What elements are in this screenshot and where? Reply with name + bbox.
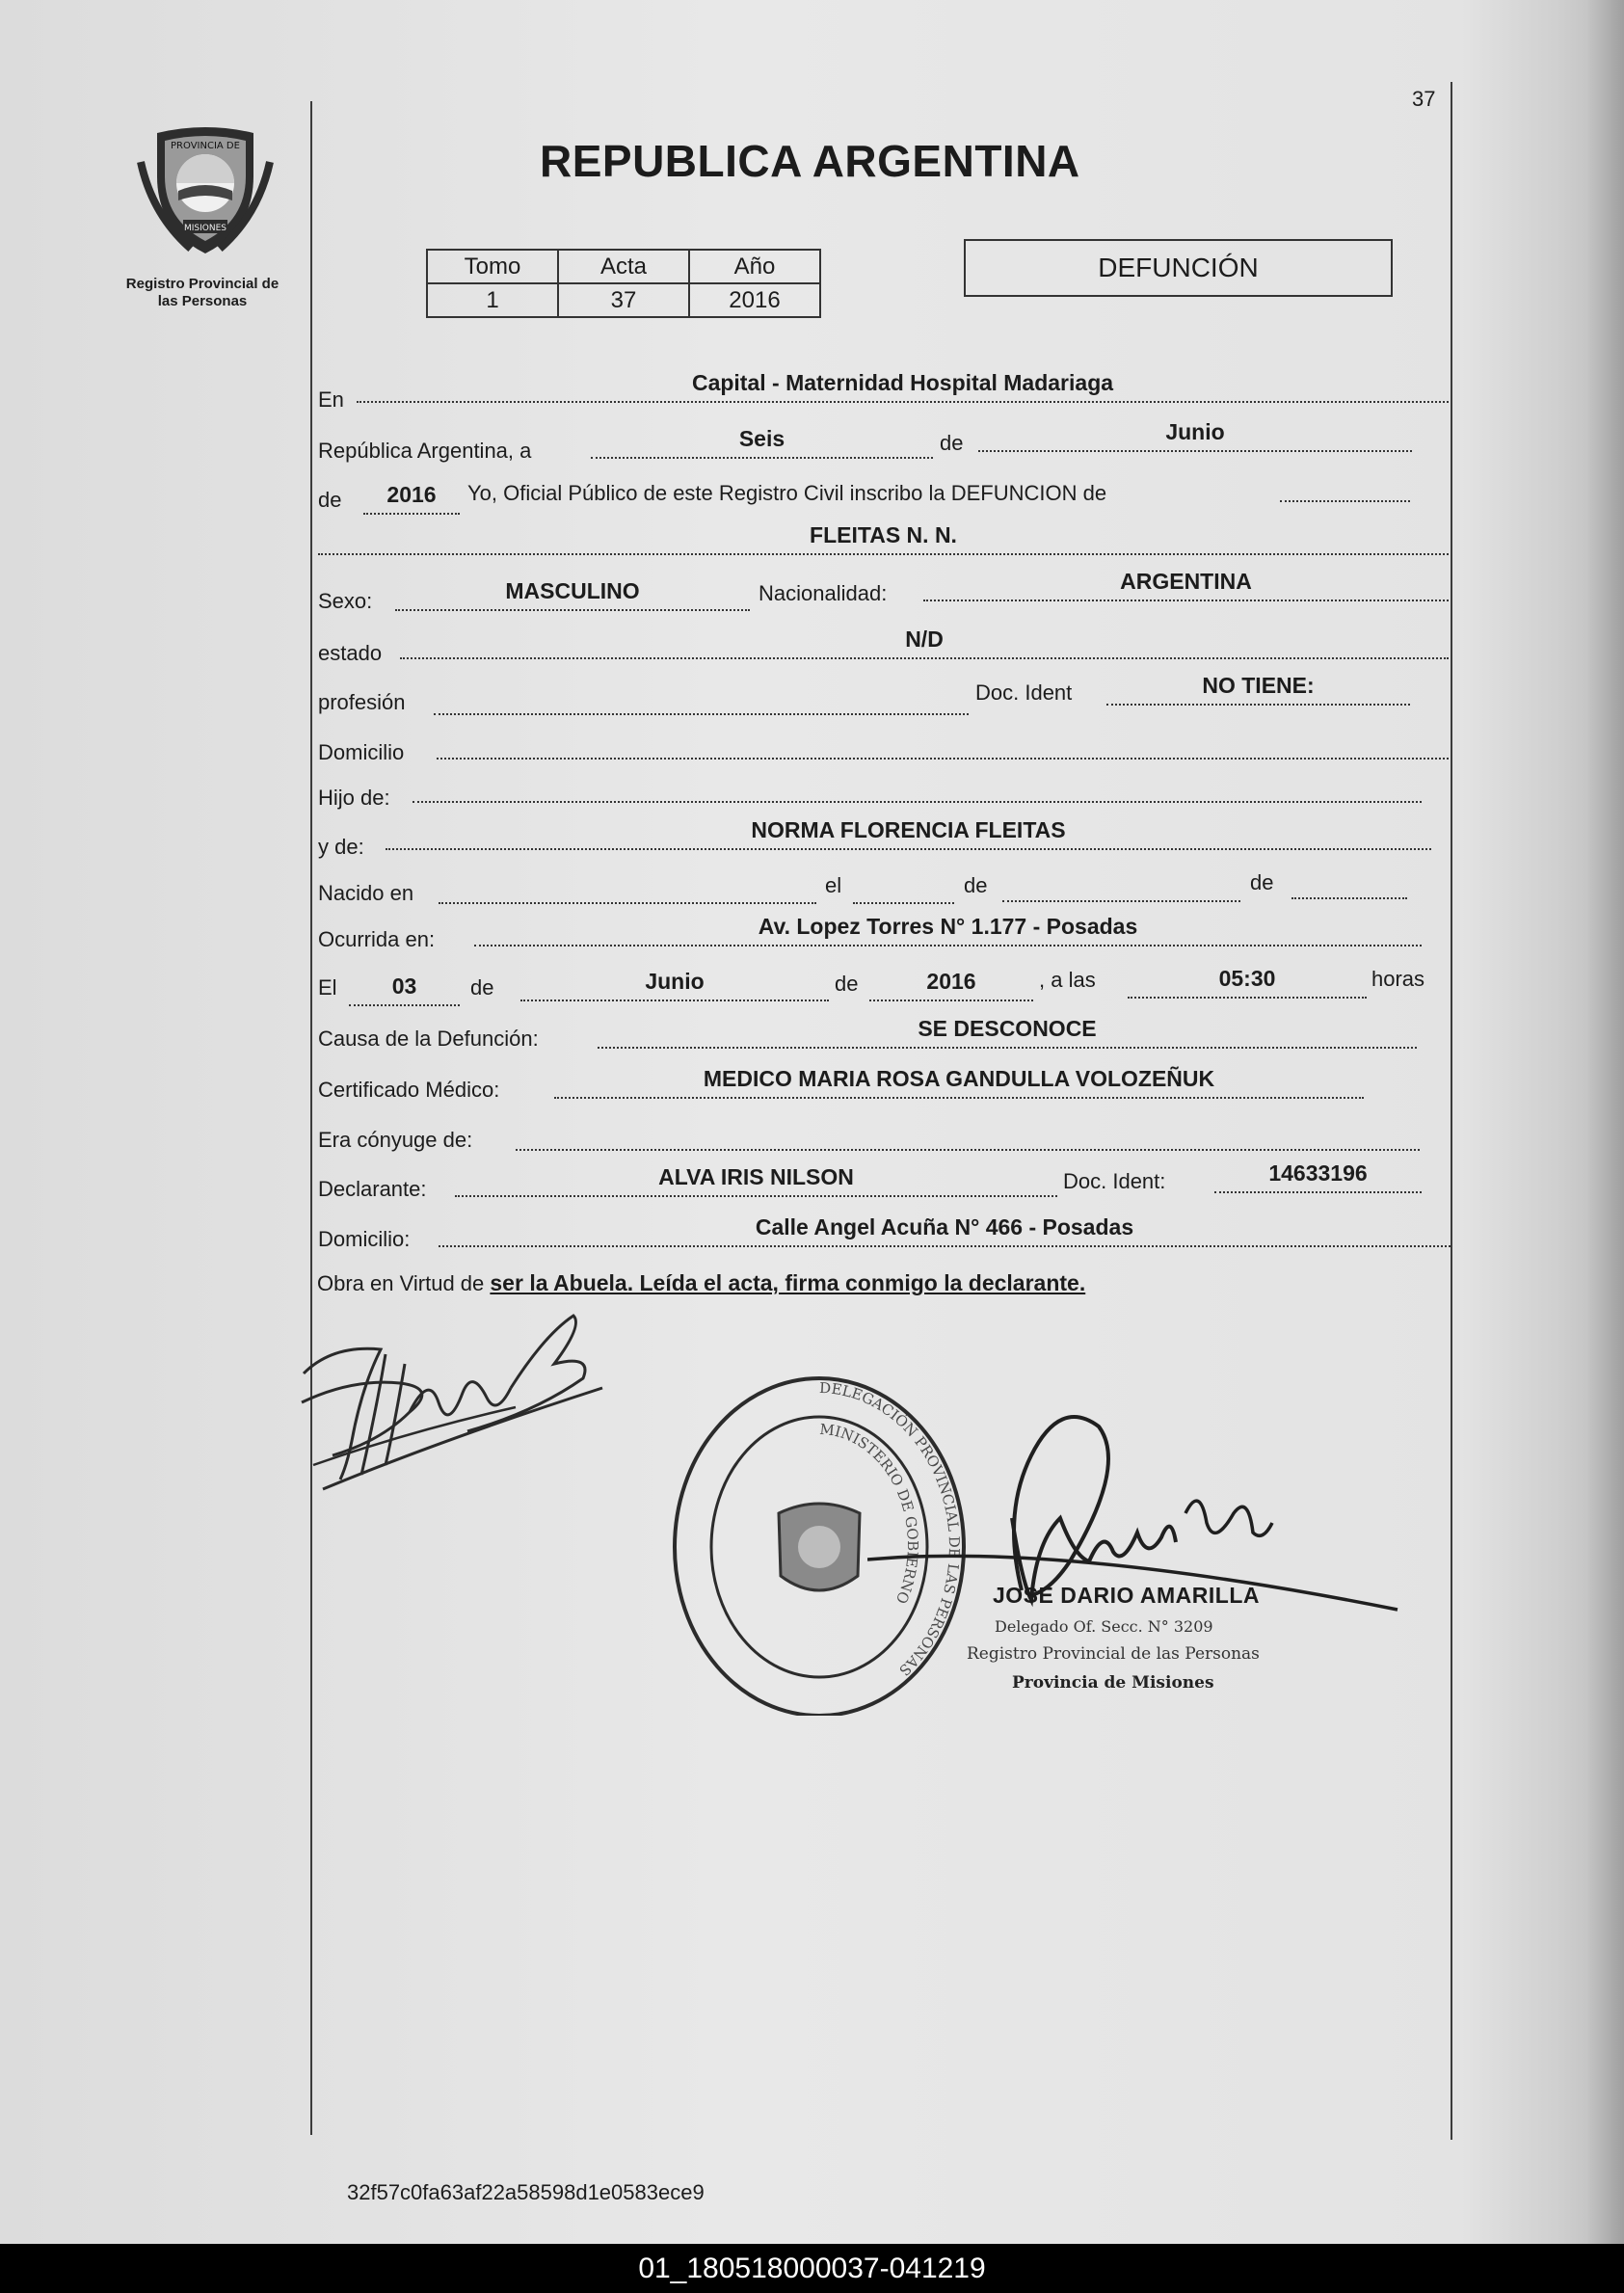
label-en: En [318,387,344,412]
field-estado: N/D [400,625,1449,659]
field-certificado: MEDICO MARIA ROSA GANDULLA VOLOZEÑUK [554,1064,1364,1099]
right-margin-line [1451,82,1452,2140]
label-a-las: , a las [1039,968,1096,992]
label-profesion: profesión [318,690,406,714]
logo-banner-text: MISIONES [183,224,227,233]
logo-arc-text: PROVINCIA DE [171,141,240,151]
registry-header-anio: Año [689,250,820,283]
label-el-1: el [825,873,842,897]
page-title: REPUBLICA ARGENTINA [540,136,1080,186]
field-dia: Seis [591,424,933,459]
label-de-6: de [835,972,859,996]
page-number: 37 [1412,87,1436,111]
field-declarante: ALVA IRIS NILSON [455,1162,1057,1197]
field-anio-muerte: 2016 [869,967,1033,1001]
field-declarante-domicilio: Calle Angel Acuña N° 466 - Posadas [439,1213,1451,1247]
registry-header-acta: Acta [558,250,689,283]
field-domicilio [437,725,1449,760]
label-de-4: de [1250,870,1274,894]
label-hijo-de: Hijo de: [318,786,390,810]
field-nacido-el [853,869,954,904]
field-nacido-en [439,869,816,904]
label-sexo: Sexo: [318,589,373,613]
field-mes-muerte: Junio [520,967,829,1001]
registry-value-anio: 2016 [689,283,820,317]
label-conyuge: Era cónyuge de: [318,1128,473,1152]
official-signature [867,1398,1407,1648]
label-yo: Yo, Oficial Público de este Registro Civil inscribo la DEFUNCION de [467,481,1107,505]
field-dia-muerte: 03 [349,972,460,1006]
official-office: Registro Provincial de las Personas [967,1644,1260,1664]
provincial-coat-of-arms-icon [133,123,278,263]
label-ocurrida-en: Ocurrida en: [318,927,436,951]
document-type-box: DEFUNCIÓN [964,239,1393,297]
field-nacionalidad: ARGENTINA [923,567,1449,601]
label-y-de: y de: [318,835,364,859]
stamp-inner-text: MINISTERIO DE GOBIERNO [818,1420,921,1607]
field-nacido-mes [1002,867,1240,902]
field-doc-ident: NO TIENE: [1106,671,1410,706]
label-el-2: El [318,975,337,1000]
label-nacionalidad: Nacionalidad: [759,581,888,605]
field-y-de: NORMA FLORENCIA FLEITAS [386,815,1431,850]
logo-caption-line2: las Personas [157,293,248,309]
field-profesion [434,680,969,715]
field-mes: Junio [978,417,1412,452]
label-certificado: Certificado Médico: [318,1078,500,1102]
label-republica: República Argentina, a [318,439,532,463]
label-nacido-en: Nacido en [318,881,414,905]
logo-caption-line1: Registro Provincial de [125,276,280,292]
official-name: JOSE DARIO AMARILLA [993,1583,1260,1608]
label-de-3: de [964,873,988,897]
field-ocurrida-en: Av. Lopez Torres N° 1.177 - Posadas [474,912,1422,947]
registry-value-tomo: 1 [427,283,558,317]
field-conyuge [516,1116,1420,1151]
official-title: Delegado Of. Secc. N° 3209 [995,1617,1213,1636]
registry-header-tomo: Tomo [427,250,558,283]
label-doc-ident: Doc. Ident [975,680,1073,705]
label-domicilio-declarante: Domicilio: [318,1227,411,1251]
field-yo-blank [1280,467,1410,502]
field-obra: ser la Abuela. Leída el acta, firma conmigo la declarante. [490,1270,1086,1295]
obra-line [317,1270,1085,1296]
label-declarante: Declarante: [318,1177,427,1201]
registry-value-acta: 37 [558,283,689,317]
label-horas: horas [1371,967,1425,991]
label-de-1: de [940,431,964,455]
field-causa: SE DESCONOCE [598,1014,1417,1049]
label-causa: Causa de la Defunción: [318,1027,539,1051]
field-sexo: MASCULINO [395,576,750,611]
field-nombre: FLEITAS N. N. [318,520,1449,555]
document-hash: 32f57c0fa63af22a58598d1e0583ece9 [347,2180,705,2204]
left-margin-line [310,101,312,2135]
field-nacido-anio [1291,865,1407,899]
label-domicilio: Domicilio [318,740,405,764]
label-obra: Obra en Virtud de [317,1271,485,1295]
footer-caption: 01_180518000037-041219 [0,2244,1624,2293]
field-anio: 2016 [363,480,460,515]
label-doc-ident-declarante: Doc. Ident: [1063,1169,1166,1193]
field-declarante-doc: 14633196 [1214,1159,1422,1193]
label-estado: estado [318,641,383,665]
logo-caption [106,276,299,310]
label-de-5: de [470,975,494,1000]
field-hijo-de [413,768,1422,803]
registry-table [426,249,821,318]
official-province: Provincia de Misiones [1012,1673,1214,1693]
field-hora: 05:30 [1128,964,1367,999]
stamp-ring-text: DELEGACIÓN PROVINCIAL DE LAS PERSONAS [818,1378,964,1680]
label-de-2: de [318,488,342,512]
declarant-signature [294,1296,612,1508]
field-lugar: Capital - Maternidad Hospital Madariaga [357,368,1449,403]
